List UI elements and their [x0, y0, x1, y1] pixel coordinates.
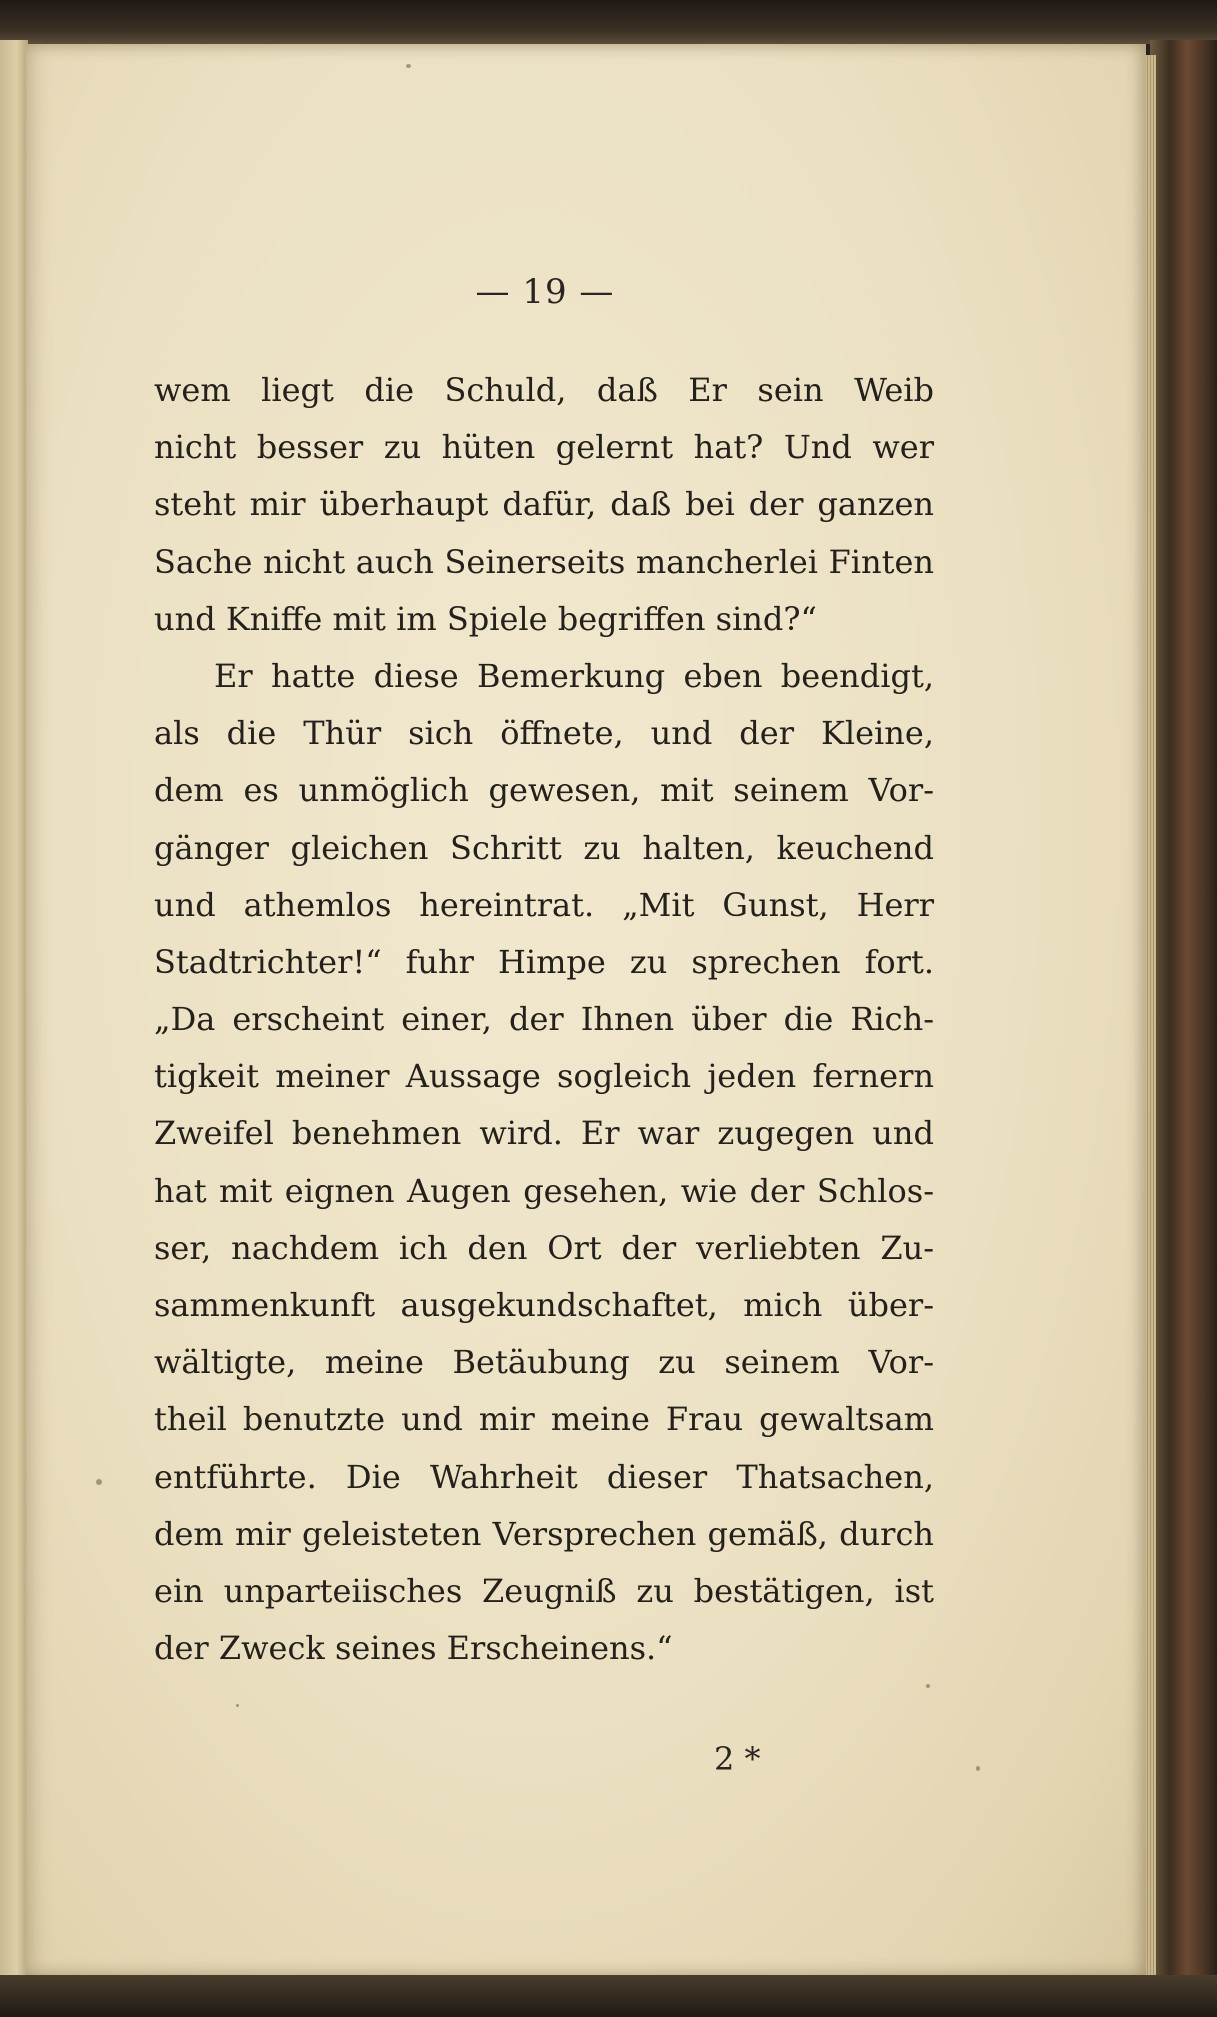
- book-page: [26, 44, 1146, 1976]
- text-line: sammenkunft ausgekundschaftet, mich über-: [154, 1286, 934, 1324]
- text-line: Er hatte diese Bemerkung eben beendigt,: [214, 656, 934, 695]
- text-line: und athemlos hereintrat. „Mit Gunst, Herr: [154, 885, 934, 924]
- text-line: der Zweck seines Erscheinens.“: [154, 1629, 673, 1668]
- text-line: ser, nachdem ich den Ort der verliebten Zu-: [154, 1228, 934, 1267]
- text-line: dem mir geleisteten Versprechen gemäß, durch: [154, 1514, 934, 1553]
- text-line: Zweifel benehmen wird. Er war zugegen und: [154, 1114, 934, 1153]
- text-line: hat mit eignen Augen gesehen, wie der Schlos-: [154, 1171, 934, 1210]
- body-text: [154, 362, 934, 1677]
- book-cover-edge: [1150, 40, 1217, 1985]
- book-gutter: [0, 40, 28, 1980]
- text-line: steht mir überhaupt dafür, daß bei der ganzen: [154, 485, 934, 524]
- text-line: wem liegt die Schuld, daß Er sein Weib: [154, 371, 934, 409]
- text-line: theil benutzte und mir meine Frau gewaltsam: [154, 1400, 934, 1439]
- text-line: tigkeit meiner Aussage sogleich jeden fernern: [154, 1057, 934, 1096]
- book-bottom-edge: [0, 1975, 1217, 2017]
- text-line: gänger gleichen Schritt zu halten, keuchend: [154, 828, 934, 867]
- text-line: Stadtrichter!“ fuhr Himpe zu sprechen fort.: [154, 942, 934, 981]
- text-line: wältigte, meine Betäubung zu seinem Vor-: [154, 1343, 934, 1382]
- text-line: nicht besser zu hüten gelernt hat? Und wer: [154, 428, 934, 467]
- paper-speck: [926, 1684, 930, 1688]
- page-number: — 19 —: [475, 272, 615, 312]
- text-line: Sache nicht auch Seinerseits mancherlei Finten: [154, 542, 934, 581]
- signature-mark: 2 *: [714, 1740, 761, 1778]
- text-line: dem es unmöglich gewesen, mit seinem Vor-: [154, 771, 934, 810]
- text-line: ein unparteiisches Zeugniß zu bestätigen, ist: [154, 1571, 934, 1610]
- text-line: und Kniffe mit im Spiele begriffen sind?“: [154, 599, 817, 638]
- text-line: „Da erscheint einer, der Ihnen über die Rich-: [154, 1000, 934, 1039]
- paper-speck: [236, 1704, 239, 1707]
- text-line: entführte. Die Wahrheit dieser Thatsachen,: [154, 1457, 934, 1496]
- paper-speck: [96, 1479, 102, 1485]
- paper-speck: [406, 64, 411, 68]
- book-top-edge: [0, 0, 1217, 44]
- paper-speck: [976, 1766, 980, 1771]
- text-line: als die Thür sich öffnete, und der Kleine,: [154, 714, 934, 753]
